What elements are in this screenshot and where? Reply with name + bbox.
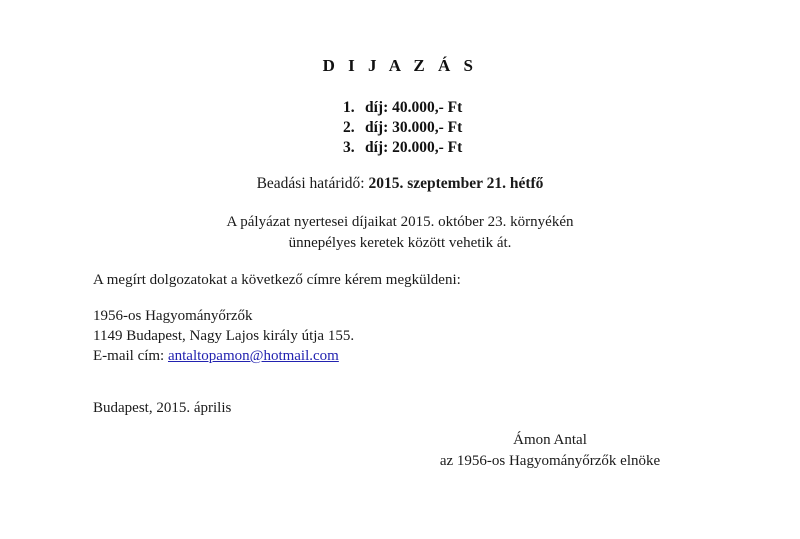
address-street-text: 1149 Budapest, Nagy Lajos király útja 155. (93, 328, 355, 344)
address-street (93, 326, 354, 346)
prize-amount: díj: 20.000,- Ft (365, 139, 463, 156)
signature-block (428, 430, 672, 472)
prize-rank-number: 3. (343, 139, 355, 156)
prize-list-item (343, 98, 643, 118)
award-paragraph-line-1: A pályázat nyertesei díjaikat 2015. október 23. környékén (226, 214, 574, 230)
submission-instruction: A megírt dolgozatokat a következő címre kérem megküldeni: (93, 272, 461, 288)
prize-rank-number: 1. (343, 99, 355, 116)
award-paragraph-line-2: ünnepélyes keretek között vehetik át. (288, 235, 512, 251)
deadline-date: 2015. szeptember 21. hétfő (368, 175, 544, 192)
deadline-label: Beadási határidő: (256, 175, 369, 192)
address-organization: 1956-os Hagyományőrzők (93, 308, 253, 324)
prize-list (343, 98, 643, 158)
address-email-row (93, 346, 354, 366)
signature-name: Ámon Antal (513, 432, 587, 448)
email-label: E-mail cím: (93, 348, 168, 364)
submission-deadline (0, 174, 800, 194)
place-and-date: Budapest, 2015. április (93, 400, 232, 416)
signature-role: az 1956-os Hagyományőrzők elnöke (439, 453, 661, 469)
mailing-address (93, 306, 354, 366)
award-ceremony-paragraph (0, 212, 800, 254)
prize-amount: díj: 30.000,- Ft (365, 119, 463, 136)
prize-list-item (343, 118, 643, 138)
email-link[interactable]: antaltopamon@hotmail.com (167, 348, 339, 364)
prize-rank-number: 2. (343, 119, 355, 136)
page-title: D I J A Z Á S (322, 56, 478, 75)
prize-amount: díj: 40.000,- Ft (365, 99, 463, 116)
prize-list-item (343, 138, 643, 158)
